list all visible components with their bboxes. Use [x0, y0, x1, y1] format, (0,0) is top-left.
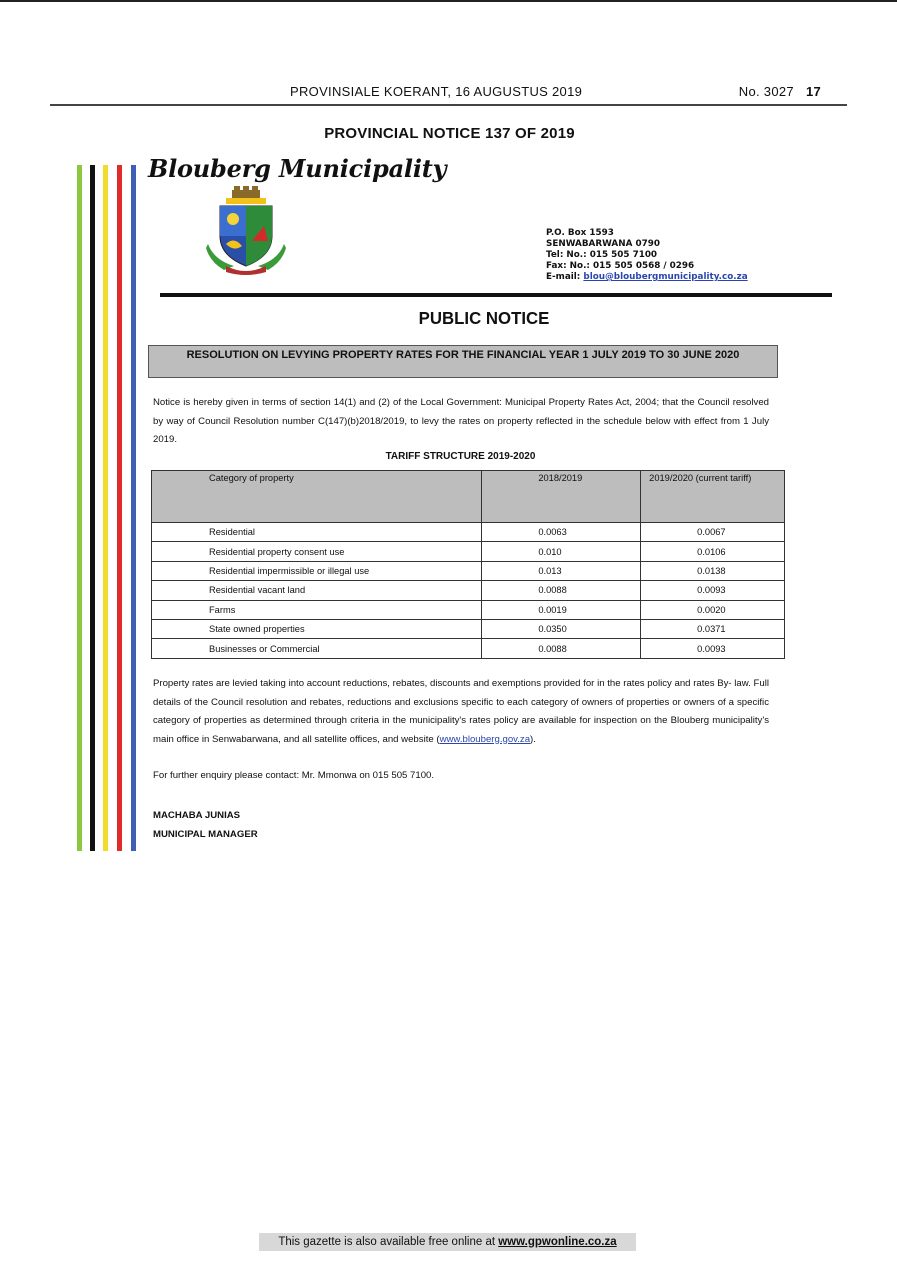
enquiry-line: For further enquiry please contact: Mr. Mmonwa on 015 505 7100.	[153, 770, 435, 781]
cell-category: State owned properties	[152, 619, 482, 638]
cell-rate-2019: 0.0067	[641, 523, 785, 542]
signatory-title: MUNICIPAL MANAGER	[153, 829, 258, 840]
cell-category: Farms	[152, 600, 482, 619]
intro-paragraph: Notice is hereby given in terms of section 14(1) and (2) of the Local Government: Municipal Property Rates Act, 2004; that the Council resolved by way of Council Resolution number C(147)(b)2018/2019, to levy the rates on property reflected in the schedule below with effect from 1 July 2019.	[153, 397, 769, 445]
letterhead-color-stripes	[74, 165, 140, 851]
cell-category: Businesses or Commercial	[152, 639, 482, 658]
stripe-blue	[131, 165, 136, 851]
rates-paragraph	[153, 675, 769, 749]
provincial-notice-number: PROVINCIAL NOTICE 137 OF 2019	[324, 125, 575, 142]
cell-rate-2018: 0.0088	[482, 639, 641, 658]
coat-of-arms-icon	[204, 186, 288, 276]
gazette-footer	[259, 1233, 636, 1251]
cell-rate-2018: 0.0063	[482, 523, 641, 542]
cell-category: Residential	[152, 523, 482, 542]
table-row	[152, 561, 785, 580]
municipality-name: Blouberg Municipality	[148, 154, 447, 183]
cell-category: Residential impermissible or illegal use	[152, 561, 482, 580]
stripe-green	[77, 165, 82, 851]
issue-and-page	[739, 84, 821, 99]
table-row	[152, 523, 785, 542]
website-link[interactable]: www.blouberg.gov.za	[439, 733, 531, 745]
stripe-black	[90, 165, 95, 851]
stripe-red	[117, 165, 122, 851]
cell-rate-2019: 0.0093	[641, 581, 785, 600]
footer-text: This gazette is also available free online at	[278, 1236, 499, 1248]
cell-rate-2018: 0.010	[482, 542, 641, 561]
cell-rate-2019: 0.0106	[641, 542, 785, 561]
top-border	[0, 0, 897, 2]
cell-rate-2019: 0.0020	[641, 600, 785, 619]
cell-rate-2019: 0.0138	[641, 561, 785, 580]
cell-rate-2018: 0.013	[482, 561, 641, 580]
tariff-table	[151, 470, 785, 659]
fax: Fax: No.: 015 505 0568 / 0296	[546, 261, 695, 271]
cell-rate-2019: 0.0093	[641, 639, 785, 658]
email-link[interactable]: blou@bloubergmunicipality.co.za	[583, 272, 748, 282]
table-row	[152, 619, 785, 638]
resolution-title-box: RESOLUTION ON LEVYING PROPERTY RATES FOR THE FINANCIAL YEAR 1 JULY 2019 TO 30 JUNE 2020	[148, 345, 778, 378]
rates-paragraph-end: ).	[530, 733, 536, 745]
tariff-header-row	[152, 471, 785, 523]
footer-url-link[interactable]: www.gpwonline.co.za	[498, 1236, 617, 1248]
signatory-name: MACHABA JUNIAS	[153, 810, 241, 821]
header-2018-2019: 2018/2019	[482, 471, 641, 523]
tariff-title: TARIFF STRUCTURE 2019-2020	[385, 451, 536, 462]
header-rule	[50, 104, 847, 106]
public-notice-heading: PUBLIC NOTICE	[418, 308, 550, 328]
email-label: E-mail:	[546, 272, 581, 282]
cell-category: Residential vacant land	[152, 581, 482, 600]
cell-rate-2018: 0.0350	[482, 619, 641, 638]
rates-paragraph-text: Property rates are levied taking into account reductions, rebates, discounts and exemptions provided for in the rates policy and rates By- law. Full details of the Council resolution and rebates, reductions and exclusions specific to each category of owners of properties or owners of a specific category of properties as determined through criteria in the municipality's rates policy are available for inspection on the Blouberg municipality's main office in Senwabarwana, and all satellite offices, and website (	[153, 678, 769, 745]
header-category: Category of property	[152, 471, 482, 523]
table-row	[152, 542, 785, 561]
cell-category: Residential property consent use	[152, 542, 482, 561]
signature-block	[153, 806, 258, 844]
stripe-yellow	[103, 165, 108, 851]
table-row	[152, 581, 785, 600]
gazette-title-date: PROVINSIALE KOERANT, 16 AUGUSTUS 2019	[290, 84, 583, 99]
telephone: Tel: No.: 015 505 7100	[546, 250, 658, 260]
postal-town: SENWABARWANA 0790	[546, 239, 660, 249]
page-number: 17	[805, 84, 821, 99]
email-line	[546, 272, 748, 283]
header-2019-2020: 2019/2020 (current tariff)	[641, 471, 785, 523]
issue-number: No. 3027	[738, 84, 794, 99]
cell-rate-2018: 0.0019	[482, 600, 641, 619]
cell-rate-2019: 0.0371	[641, 619, 785, 638]
contact-block	[546, 228, 748, 283]
letterhead-rule	[160, 293, 832, 297]
cell-rate-2018: 0.0088	[482, 581, 641, 600]
table-row	[152, 639, 785, 658]
postal-box: P.O. Box 1593	[546, 228, 614, 238]
table-row	[152, 600, 785, 619]
running-head	[50, 84, 847, 104]
